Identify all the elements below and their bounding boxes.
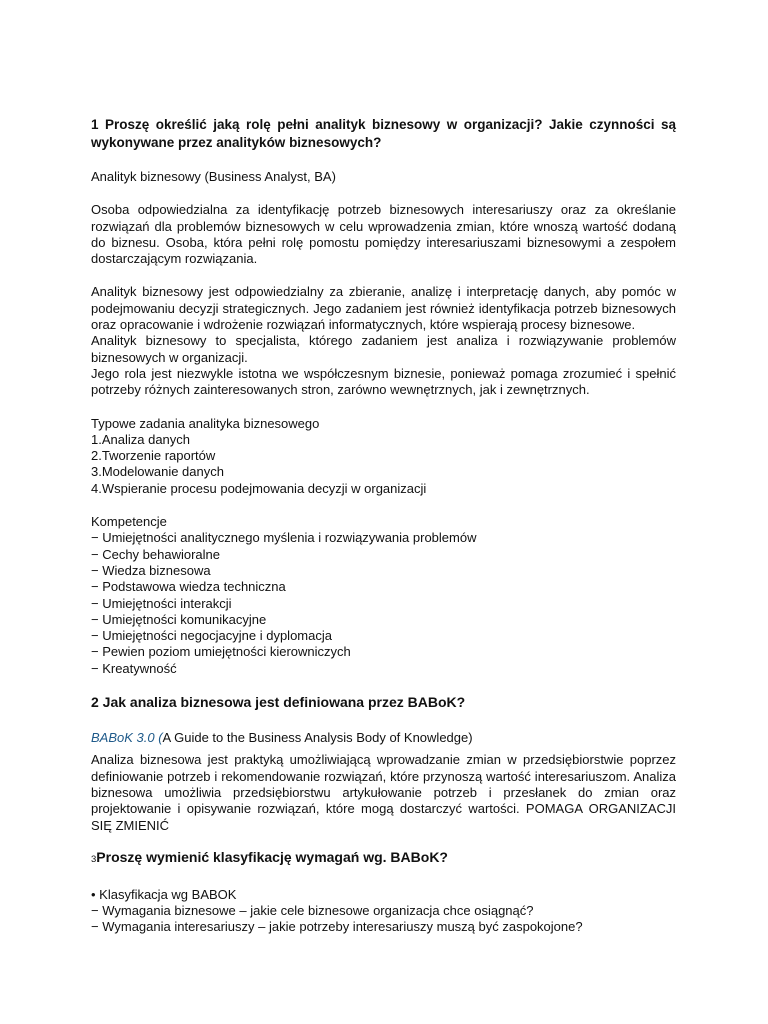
task-item: 4.Wspieranie procesu podejmowania decyzji w organizacji: [91, 480, 427, 496]
question-3-number: 3: [91, 853, 97, 865]
question-3-heading: [91, 848, 676, 869]
competence-item: − Cechy behawioralne: [91, 546, 220, 562]
ba-term: Analityk biznesowy (Business Analyst, BA): [91, 169, 336, 184]
task-item: 1.Analiza danych: [91, 431, 191, 447]
competence-item: − Umiejętności negocjacyjne i dyplomacja: [91, 628, 332, 644]
competence-item: − Umiejętności komunikacyjne: [91, 611, 267, 627]
task-item: 3.Modelowanie danych: [91, 464, 224, 480]
ba-paragraph-2: Analityk biznesowy to specjalista, którego zadaniem jest analiza i rozwiązywanie problemów biznesowych w organizacji.: [91, 333, 676, 365]
babok-reference: [91, 730, 676, 746]
document-content: [91, 116, 676, 936]
competence-item: − Pewien poziom umiejętności kierowniczych: [91, 644, 351, 660]
competences-title: Kompetencje: [91, 514, 167, 530]
competence-item: − Podstawowa wiedza techniczna: [91, 579, 286, 595]
ba-paragraph-3: Jego rola jest niezwykle istotna we współczesnym biznesie, ponieważ pomaga zrozumieć i spełnić potrzeby różnych zainteresowanych stron, zarówno wewnętrznych, jak i zewnętrznych.: [91, 365, 676, 398]
ba-paragraph-1: Analityk biznesowy jest odpowiedzialny za zbieranie, analizę i interpretację danych, aby pomóc w podejmowaniu decyzji strategicznych. Jego zadaniem jest również identyfikacja potrzeb biznesowych oraz opracowanie i wdrożenie rozwiązań informatycznych, które wspierają procesy biznesowe.: [91, 284, 676, 333]
requirement-item: − Wymagania interesariuszy – jakie potrzeby interesariuszy muszą być zaspokojone?: [91, 919, 583, 935]
tasks-title: Typowe zadania analityka biznesowego: [91, 415, 320, 431]
question-2-heading: 2 Jak analiza biznesowa jest definiowana przez BABoK?: [91, 694, 466, 711]
ba-definition: Osoba odpowiedzialna za identyfikację potrzeb biznesowych interesariuszy oraz za określanie rozwiązań dla problemów biznesowych w celu wprowadzenia zmian, które wnoszą wartość dodaną do biznesu. Osoba, która pełni rolę pomostu pomiędzy interesariuszami biznesowymi a zespołem dostarczającym rozwiązania.: [91, 202, 676, 267]
babok-link[interactable]: BABoK 3.0 (: [91, 730, 163, 746]
question-3-title: Proszę wymienić klasyfikację wymagań wg. BABoK?: [96, 848, 448, 865]
tasks-list: [91, 432, 676, 497]
babok-definition: Analiza biznesowa jest praktyką umożliwiającą wprowadzanie zmian w przedsiębiorstwie poprzez definiowanie potrzeb i rekomendowanie rozwiązań, które przynoszą wartość interesariuszom. Analiza biznesowa umożliwia przedsiębiorstwu artykułowanie potrzeb i przesłanek do zmian oraz projektowanie i opisywanie rozwiązań, które mogą dostarczyć wartości. POMAGA ORGANIZACJI SIĘ ZMIENIĆ: [91, 752, 676, 833]
question-1-heading: 1 Proszę określić jaką rolę pełni analityk biznesowy w organizacji? Jakie czynności są wykonywane przez analityków biznesowych?: [91, 117, 676, 150]
competence-item: − Umiejętności interakcji: [91, 595, 232, 611]
requirement-item: − Wymagania biznesowe – jakie cele biznesowe organizacja chce osiągnąć?: [91, 903, 534, 919]
requirement-item: • Klasyfikacja wg BABOK: [91, 886, 237, 902]
competence-item: − Wiedza biznesowa: [91, 562, 211, 578]
requirements-list: [91, 887, 676, 936]
competence-item: − Kreatywność: [91, 660, 177, 676]
task-item: 2.Tworzenie raportów: [91, 448, 216, 464]
competence-item: − Umiejętności analitycznego myślenia i rozwiązywania problemów: [91, 530, 477, 546]
babok-title: A Guide to the Business Analysis Body of Knowledge): [162, 730, 473, 746]
competences-list: [91, 530, 676, 677]
